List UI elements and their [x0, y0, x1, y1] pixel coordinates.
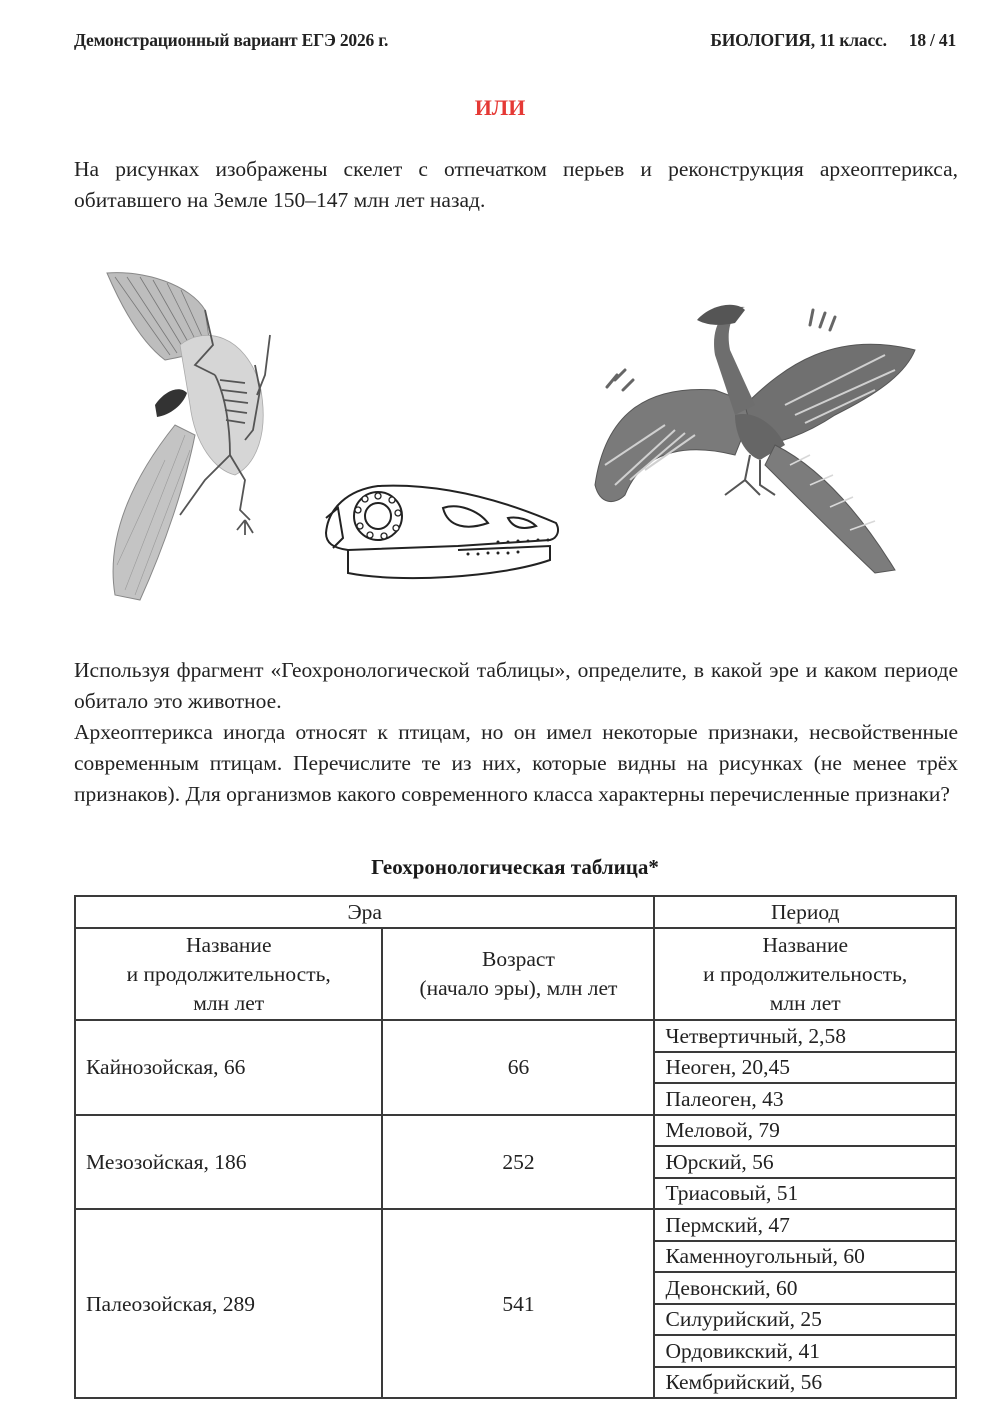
question-line-2: Археоптерикса иногда относят к птицам, но он имел некоторые признаки, несвойственные современным птицам. Перечислите те из них, которые видны на рисунках (не менее трёх признаков). Для организмов какого современного класса характерны перечисленные признаки? [74, 720, 958, 806]
table-row [75, 1020, 956, 1052]
header-era-age: Возраст (начало эры), млн лет [382, 928, 654, 1020]
table-row [75, 1115, 956, 1147]
period-cell: Четвертичный, 2,58 [654, 1020, 956, 1052]
question-line-1: Используя фрагмент «Геохронологической таблицы», определите, в какой эре и каком периоде обитало это животное. [74, 658, 958, 713]
period-cell: Триасовый, 51 [654, 1178, 956, 1210]
era-age-cell: 252 [382, 1115, 654, 1210]
header-period: Период [654, 896, 956, 928]
table-row [75, 1209, 956, 1241]
period-cell: Юрский, 56 [654, 1146, 956, 1178]
period-cell: Кембрийский, 56 [654, 1367, 956, 1399]
period-cell: Палеоген, 43 [654, 1083, 956, 1115]
table-caption: Геохронологическая таблица* [371, 855, 659, 879]
header-page-number: 18 / 41 [908, 30, 956, 50]
header-exam-title: Демонстрационный вариант ЕГЭ 2026 г. [74, 30, 389, 50]
fossil-skeleton-figure [95, 265, 295, 605]
era-name-cell: Палеозойская, 289 [75, 1209, 382, 1398]
era-name-cell: Мезозойская, 186 [75, 1115, 382, 1210]
header-era: Эра [75, 896, 654, 928]
era-age-cell: 66 [382, 1020, 654, 1115]
period-cell: Меловой, 79 [654, 1115, 956, 1147]
or-separator: ИЛИ [474, 95, 526, 120]
fossil-body-feathers [180, 335, 263, 475]
geochronological-table [74, 895, 957, 1399]
reconstruction-left-wing [595, 389, 755, 501]
era-name-cell: Кайнозойская, 66 [75, 1020, 382, 1115]
header-period-name: Название и продолжительность, млн лет [654, 928, 956, 1020]
era-age-cell: 541 [382, 1209, 654, 1398]
period-cell: Неоген, 20,45 [654, 1052, 956, 1084]
table-column-header-row [75, 928, 956, 1020]
period-cell: Пермский, 47 [654, 1209, 956, 1241]
reconstruction-figure [585, 295, 925, 575]
skull-figure [318, 478, 566, 596]
header-subject: БИОЛОГИЯ, 11 класс. [710, 30, 887, 50]
period-cell: Каменноугольный, 60 [654, 1241, 956, 1273]
header-era-name: Название и продолжительность, млн лет [75, 928, 382, 1020]
skull-eye-ring [355, 493, 401, 539]
header-subject-block [710, 30, 956, 51]
fossil-skull [155, 389, 187, 417]
question-paragraph [74, 655, 958, 810]
period-cell: Ордовикский, 41 [654, 1335, 956, 1367]
period-cell: Девонский, 60 [654, 1272, 956, 1304]
table-group-header-row [75, 896, 956, 928]
intro-paragraph: На рисунках изображены скелет с отпечатком перьев и реконструкция археоптерикса, обитавшего на Земле 150–147 млн лет назад. [74, 157, 958, 212]
period-cell: Силурийский, 25 [654, 1304, 956, 1336]
reconstruction-head [697, 305, 745, 325]
reconstruction-tail [765, 445, 895, 573]
